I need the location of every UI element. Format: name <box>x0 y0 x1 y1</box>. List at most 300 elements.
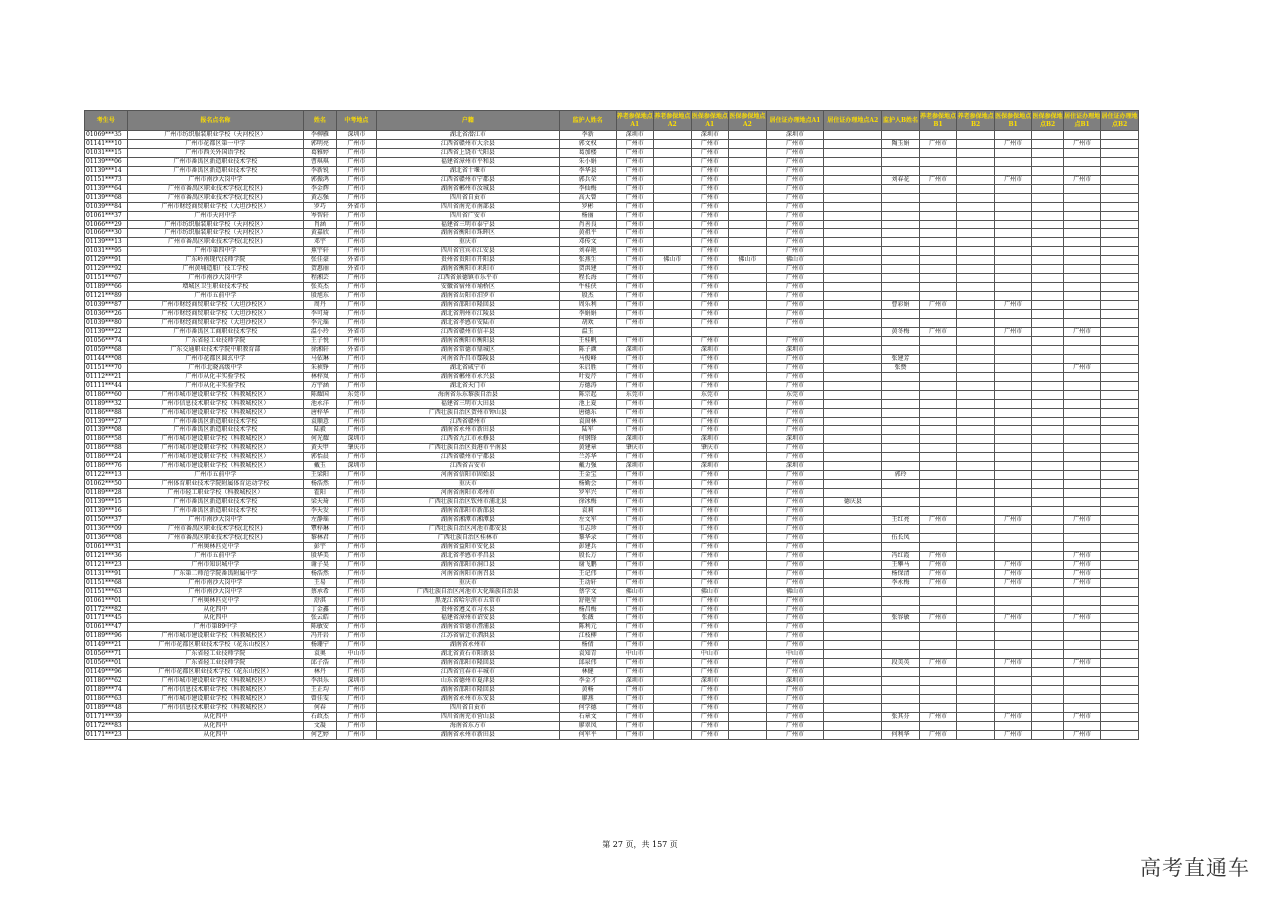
table-cell <box>957 202 995 211</box>
table-cell: 林梓岚 <box>304 372 336 381</box>
table-cell <box>1101 274 1139 283</box>
table-cell: 广州市 <box>919 560 957 569</box>
table-cell <box>1063 193 1101 202</box>
table-cell: 李可琦 <box>304 310 336 319</box>
table-cell <box>1063 399 1101 408</box>
table-cell: 湖南省常德市鼎城区 <box>377 345 560 354</box>
table-cell <box>654 533 692 542</box>
table-cell: 广州市城市建设职业学校（科教城校区） <box>127 462 304 471</box>
table-cell: 01039***87 <box>85 301 128 310</box>
table-cell: 张燕生 <box>559 256 616 265</box>
table-cell: 广州市 <box>766 363 824 372</box>
table-cell <box>882 229 920 238</box>
table-cell <box>729 345 767 354</box>
table-cell <box>957 193 995 202</box>
table-cell <box>1101 327 1139 336</box>
table-cell <box>957 542 995 551</box>
table-cell: 广州市 <box>766 184 824 193</box>
table-cell: 广州市城市建设职业学校（科教城校区） <box>127 435 304 444</box>
table-cell <box>1063 641 1101 650</box>
table-cell: 黎林君 <box>304 533 336 542</box>
table-cell: 广州市 <box>691 148 729 157</box>
table-cell <box>1101 310 1139 319</box>
table-row <box>85 677 1139 686</box>
table-cell: 广州市 <box>336 399 377 408</box>
table-cell <box>729 677 767 686</box>
table-cell <box>919 310 957 319</box>
table-cell: 广州市 <box>616 256 654 265</box>
table-cell: 广州市 <box>994 712 1032 721</box>
table-cell: 湖南省岳阳市汨罗市 <box>377 292 560 301</box>
table-cell <box>919 283 957 292</box>
table-cell: 广州市 <box>691 569 729 578</box>
table-cell: 广州市 <box>616 515 654 524</box>
table-cell: 深圳市 <box>616 345 654 354</box>
table-cell: 广州市信息技术职业学校（科教城校区） <box>127 399 304 408</box>
table-cell <box>654 686 692 695</box>
table-cell: 广州市 <box>1063 659 1101 668</box>
table-cell: 广州市 <box>691 238 729 247</box>
table-cell <box>824 560 882 569</box>
column-header: 居住证办理地点B2 <box>1101 111 1139 131</box>
table-cell <box>994 354 1032 363</box>
table-cell: 河南省南阳市邓州市 <box>377 489 560 498</box>
table-cell: 广州市 <box>336 712 377 721</box>
table-cell: 广州市 <box>336 301 377 310</box>
table-cell <box>1032 462 1063 471</box>
table-cell: 01066***30 <box>85 229 128 238</box>
table-cell: 广州市 <box>616 659 654 668</box>
table-cell: 广州市 <box>691 578 729 587</box>
table-cell <box>882 721 920 730</box>
table-cell <box>1032 354 1063 363</box>
table-cell: 广州市 <box>336 641 377 650</box>
table-cell <box>824 471 882 480</box>
table-cell <box>654 193 692 202</box>
table-cell <box>1032 533 1063 542</box>
table-cell <box>654 695 692 704</box>
table-cell: 贵州省贵阳市开阳县 <box>377 256 560 265</box>
table-cell: 01039***80 <box>85 319 128 328</box>
table-header <box>85 111 1139 131</box>
table-cell <box>957 301 995 310</box>
table-cell: 林丹 <box>304 668 336 677</box>
column-header: 居住证办理地点B1 <box>1063 111 1101 131</box>
table-cell: 01129***92 <box>85 265 128 274</box>
table-cell: 广州市番禺区新造职业技术学校 <box>127 157 304 166</box>
table-cell <box>824 274 882 283</box>
table-cell: 广州市 <box>766 721 824 730</box>
table-cell: 王金宝 <box>559 471 616 480</box>
table-cell <box>919 435 957 444</box>
table-cell: 广州市花都区职业技术学校（花东山校区） <box>127 668 304 677</box>
table-cell <box>1101 408 1139 417</box>
table-cell <box>824 301 882 310</box>
table-cell: 佛山市 <box>766 256 824 265</box>
table-cell <box>729 730 767 739</box>
table-row <box>85 712 1139 721</box>
table-cell: 广东省轻工业技师学院 <box>127 659 304 668</box>
table-cell: 江西省赣州市宁都县 <box>377 175 560 184</box>
column-header: 医保参保地点B1 <box>994 111 1032 131</box>
table-cell: 贺洪建 <box>559 265 616 274</box>
table-cell: 李仙梅 <box>559 184 616 193</box>
table-cell <box>994 283 1032 292</box>
table-cell: 广州市 <box>336 139 377 148</box>
table-cell <box>824 166 882 175</box>
table-cell <box>994 435 1032 444</box>
table-cell: 广州市 <box>919 139 957 148</box>
table-cell <box>1032 650 1063 659</box>
table-cell <box>882 310 920 319</box>
table-cell: 深圳市 <box>616 677 654 686</box>
table-row <box>85 319 1139 328</box>
table-cell: 张薇 <box>559 614 616 623</box>
table-cell: 广州市 <box>691 417 729 426</box>
table-cell <box>824 319 882 328</box>
table-row <box>85 148 1139 157</box>
table-cell <box>654 515 692 524</box>
table-cell: 周丹 <box>304 301 336 310</box>
table-cell <box>729 542 767 551</box>
table-cell <box>1032 327 1063 336</box>
table-cell <box>824 677 882 686</box>
table-cell: 张容敏 <box>882 614 920 623</box>
table-row <box>85 220 1139 229</box>
table-cell <box>654 614 692 623</box>
table-cell: 广州市 <box>691 498 729 507</box>
table-cell <box>1032 623 1063 632</box>
table-cell <box>919 721 957 730</box>
table-row <box>85 668 1139 677</box>
table-cell: 广州市 <box>336 274 377 283</box>
table-cell <box>1032 390 1063 399</box>
table-cell <box>1063 131 1101 140</box>
table-cell <box>1101 426 1139 435</box>
table-cell: 段美英 <box>882 659 920 668</box>
table-cell: 深圳市 <box>766 131 824 140</box>
table-cell: 伍长凤 <box>882 533 920 542</box>
table-cell: 陈敏安 <box>304 623 336 632</box>
table-cell <box>882 148 920 157</box>
table-cell <box>882 292 920 301</box>
table-cell <box>957 157 995 166</box>
table-cell: 肇庆市 <box>691 444 729 453</box>
table-cell: 广州市 <box>766 247 824 256</box>
table-cell <box>824 426 882 435</box>
table-cell: 广州市番禺区工商职业技术学校 <box>127 327 304 336</box>
table-cell: 广州市信息技术职业学校（科教城校区） <box>127 686 304 695</box>
table-cell <box>1032 542 1063 551</box>
table-cell <box>919 623 957 632</box>
table-cell: 四川省南充市营山县 <box>377 712 560 721</box>
table-cell <box>654 730 692 739</box>
table-cell: 01069***35 <box>85 131 128 140</box>
table-cell: 01121***36 <box>85 551 128 560</box>
table-cell: 周乐利 <box>559 301 616 310</box>
table-cell: 01139***64 <box>85 184 128 193</box>
table-cell <box>654 354 692 363</box>
table-cell <box>1101 301 1139 310</box>
table-cell: 广州市 <box>336 560 377 569</box>
table-cell: 广州市 <box>691 712 729 721</box>
table-cell: 广州市 <box>766 283 824 292</box>
table-cell: 广州市 <box>1063 175 1101 184</box>
table-cell <box>824 480 882 489</box>
table-cell: 广州市 <box>336 220 377 229</box>
table-cell: 广州市 <box>994 614 1032 623</box>
table-cell <box>729 274 767 283</box>
table-cell <box>1032 596 1063 605</box>
table-row <box>85 390 1139 399</box>
table-cell <box>882 444 920 453</box>
table-cell: 何钢锋 <box>559 435 616 444</box>
table-cell: 01151***67 <box>85 274 128 283</box>
table-cell <box>957 444 995 453</box>
table-cell <box>654 524 692 533</box>
table-cell <box>994 229 1032 238</box>
table-cell <box>994 399 1032 408</box>
table-cell <box>766 327 824 336</box>
table-cell: 王红亮 <box>882 515 920 524</box>
table-cell <box>957 292 995 301</box>
table-cell: 01186***88 <box>85 444 128 453</box>
table-row <box>85 686 1139 695</box>
table-cell: 舒淇 <box>304 596 336 605</box>
table-cell <box>1032 220 1063 229</box>
table-cell <box>1063 283 1101 292</box>
table-row <box>85 399 1139 408</box>
table-cell <box>1063 480 1101 489</box>
table-cell <box>957 274 995 283</box>
table-cell <box>1101 498 1139 507</box>
table-cell <box>957 641 995 650</box>
table-cell <box>1032 345 1063 354</box>
table-cell <box>957 148 995 157</box>
table-cell: 广州市 <box>336 417 377 426</box>
table-cell: 广州体育职业技术学院附属体育运动学校 <box>127 480 304 489</box>
table-cell <box>1063 310 1101 319</box>
table-cell <box>882 498 920 507</box>
table-row <box>85 695 1139 704</box>
table-row <box>85 569 1139 578</box>
table-cell: 广州市 <box>691 220 729 229</box>
table-cell <box>1032 283 1063 292</box>
table-cell <box>824 721 882 730</box>
table-cell <box>957 354 995 363</box>
table-cell: 陈耀国 <box>304 390 336 399</box>
table-cell <box>882 623 920 632</box>
table-cell <box>824 551 882 560</box>
table-cell <box>654 489 692 498</box>
table-cell <box>729 524 767 533</box>
table-cell: 唐德东 <box>559 408 616 417</box>
table-cell <box>824 542 882 551</box>
table-cell <box>1032 166 1063 175</box>
table-cell: 01189***32 <box>85 399 128 408</box>
table-cell: 广州市番禺区新造职业技术学校 <box>127 166 304 175</box>
table-cell: 01061***47 <box>85 623 128 632</box>
table-cell: 广州市城市建设职业学校（科教城校区） <box>127 444 304 453</box>
table-cell <box>654 435 692 444</box>
table-cell <box>824 578 882 587</box>
table-cell: 曹彩娟 <box>882 301 920 310</box>
table-cell <box>1101 542 1139 551</box>
table-cell <box>957 256 995 265</box>
table-cell <box>824 381 882 390</box>
table-cell <box>654 131 692 140</box>
table-cell <box>994 677 1032 686</box>
table-cell <box>729 408 767 417</box>
table-cell: 01121***23 <box>85 560 128 569</box>
table-cell: 深圳市 <box>691 435 729 444</box>
table-cell <box>1101 336 1139 345</box>
table-cell <box>1032 202 1063 211</box>
table-cell: 广州市 <box>766 426 824 435</box>
table-cell: 肖涵 <box>304 220 336 229</box>
table-cell: 广州市番禺区职业技术学校(北校区) <box>127 193 304 202</box>
table-row <box>85 462 1139 471</box>
table-cell: 李柳雁 <box>304 131 336 140</box>
table-cell: 广州市五前中学 <box>127 551 304 560</box>
table-cell: 黄建章 <box>559 444 616 453</box>
table-cell <box>919 489 957 498</box>
table-cell <box>1032 372 1063 381</box>
column-header: 养老参保地点A1 <box>616 111 654 131</box>
table-row <box>85 444 1139 453</box>
table-cell <box>919 686 957 695</box>
table-cell: 罗军兴 <box>559 489 616 498</box>
table-cell: 湖北省孝感市安陆市 <box>377 319 560 328</box>
table-cell: 广州市 <box>994 301 1032 310</box>
table-cell: 01151***70 <box>85 363 128 372</box>
table-cell: 四川省南充市南部县 <box>377 202 560 211</box>
table-cell: 01171***45 <box>85 614 128 623</box>
column-header: 医保参保地点A1 <box>691 111 729 131</box>
table-cell: 广州市 <box>691 542 729 551</box>
table-cell: 湖南省常德市澧浦县 <box>377 623 560 632</box>
table-cell: 01139***16 <box>85 507 128 516</box>
table-cell <box>957 605 995 614</box>
table-cell <box>994 220 1032 229</box>
table-cell: 广州市 <box>616 220 654 229</box>
table-cell: 湖北省十堰市 <box>377 166 560 175</box>
table-row <box>85 211 1139 220</box>
table-cell: 湖南省邵阳市隆回县 <box>377 659 560 668</box>
table-cell: 广州市 <box>1063 569 1101 578</box>
table-cell: 江西省赣州市 <box>377 417 560 426</box>
table-cell <box>729 471 767 480</box>
table-cell: 佛山市 <box>691 587 729 596</box>
table-cell: 广州奥林匹克中学 <box>127 542 304 551</box>
table-cell: 湖南省永州市 <box>377 641 560 650</box>
table-cell <box>994 542 1032 551</box>
table-cell: 广州市 <box>691 363 729 372</box>
table-cell <box>824 435 882 444</box>
table-cell: 广州市 <box>691 157 729 166</box>
table-cell <box>824 650 882 659</box>
table-cell <box>1032 417 1063 426</box>
table-cell <box>1032 184 1063 193</box>
table-cell: 中山市 <box>336 650 377 659</box>
table-cell <box>729 578 767 587</box>
table-cell: 广州市 <box>994 560 1032 569</box>
table-cell: 广州市南沙大岗中学 <box>127 587 304 596</box>
table-cell <box>654 157 692 166</box>
table-cell: 广州市 <box>766 632 824 641</box>
table-cell <box>729 202 767 211</box>
table-cell: 广州市 <box>616 551 654 560</box>
table-cell <box>1032 686 1063 695</box>
table-cell <box>1032 408 1063 417</box>
table-cell <box>729 372 767 381</box>
table-cell: 王攀马 <box>882 560 920 569</box>
table-cell <box>994 247 1032 256</box>
table-cell: 德庆县 <box>824 498 882 507</box>
table-cell: 郭怡晨 <box>304 453 336 462</box>
table-cell: 广州市 <box>919 569 957 578</box>
table-cell: 曾佳雯 <box>304 695 336 704</box>
table-cell: 广州市 <box>616 229 654 238</box>
table-cell <box>919 668 957 677</box>
table-cell <box>729 336 767 345</box>
table-cell <box>882 319 920 328</box>
table-cell: 广州市 <box>766 292 824 301</box>
table-cell: 广州市 <box>766 560 824 569</box>
table-cell: 01139***08 <box>85 426 128 435</box>
table-cell: 江西省九江市永修县 <box>377 435 560 444</box>
table-cell <box>1032 515 1063 524</box>
table-cell: 广州市 <box>336 730 377 739</box>
table-cell <box>919 498 957 507</box>
table-cell: 朱祯铮 <box>304 363 336 372</box>
table-cell: 01141***10 <box>85 139 128 148</box>
table-cell <box>654 229 692 238</box>
table-row <box>85 507 1139 516</box>
table-cell: 广州市 <box>336 632 377 641</box>
table-cell: 王动轩 <box>559 578 616 587</box>
table-cell: 广州市 <box>616 596 654 605</box>
table-cell <box>1101 623 1139 632</box>
table-cell: 江西省赣州市信丰县 <box>377 327 560 336</box>
table-cell: 广州市 <box>616 533 654 542</box>
table-cell: 01061***37 <box>85 211 128 220</box>
table-cell <box>1032 175 1063 184</box>
table-cell <box>1101 695 1139 704</box>
table-cell <box>729 623 767 632</box>
table-cell <box>957 310 995 319</box>
table-cell <box>729 131 767 140</box>
table-cell <box>957 507 995 516</box>
table-cell <box>1063 462 1101 471</box>
table-cell: 01039***84 <box>85 202 128 211</box>
table-cell <box>919 193 957 202</box>
table-cell <box>729 319 767 328</box>
table-cell: 四川省自贡市 <box>377 193 560 202</box>
table-cell <box>919 408 957 417</box>
table-cell: 广州市南沙大岗中学 <box>127 578 304 587</box>
table-cell <box>919 319 957 328</box>
table-cell <box>1101 372 1139 381</box>
table-cell <box>729 220 767 229</box>
table-cell: 冯开岩 <box>304 632 336 641</box>
table-cell: 深圳市 <box>691 131 729 140</box>
table-cell <box>654 704 692 713</box>
table-cell <box>1063 435 1101 444</box>
table-cell: 广州市 <box>616 498 654 507</box>
table-cell: 广州市 <box>766 274 824 283</box>
table-cell: 01056***74 <box>85 336 128 345</box>
